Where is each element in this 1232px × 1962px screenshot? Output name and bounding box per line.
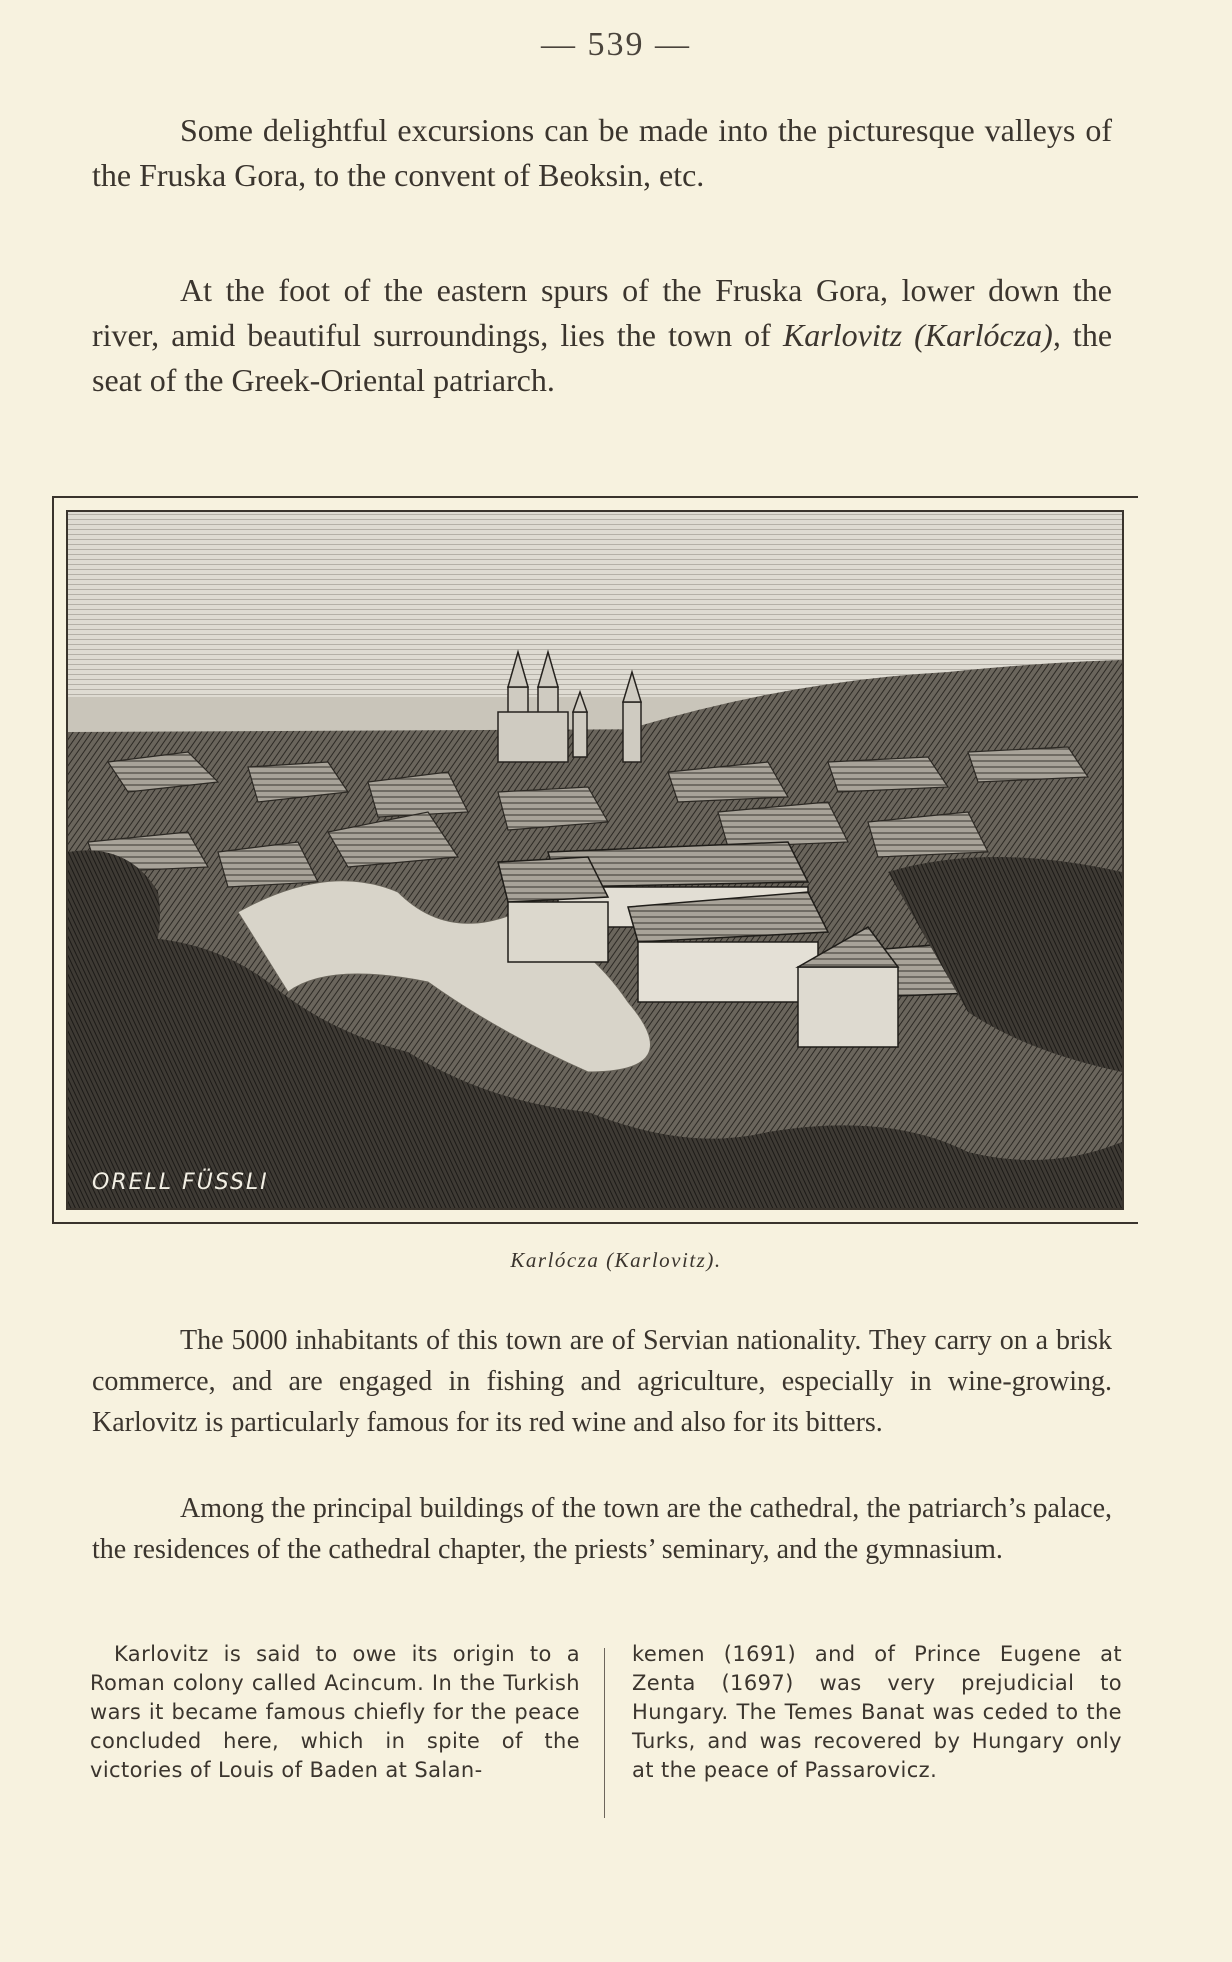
paragraph-buildings [92,1488,1112,1570]
paragraph-location-text-b: the seat of the Greek-Oriental patriarch. [92,317,1113,398]
footnote-right-text: kemen (1691) and of Prince Eugene at Zenta (1697) was very prejudicial to Hungary. The Temes Banat was ceded to the Turks, and was recovered by Hungary only at the peace of Passarovicz. [632,1642,1122,1782]
footnote-left-text: Karlovitz is said to owe its origin to a Roman colony called Acincum. In the Turkish wars it became famous chiefly for the peace concluded here, which in spite of the victories of Louis of Baden at Salan- [90,1642,580,1782]
page-number: — 539 — [541,26,691,63]
engraver-signature: ORELL FÜSSLI [92,1170,269,1195]
paragraph-excursions-text: Some delightful excursions can be made into the picturesque valleys of the Fruska Gora, to the convent of Beoksin, etc. [92,112,1112,193]
paragraph-location-text-a: At the foot of the eastern spurs of the Fruska Gora, lower down the river, amid beautiful surroundings, lies the town of [92,272,1112,353]
engraving-karlovitz [66,510,1124,1210]
paragraph-karlovitz-location [92,268,1112,403]
engraving-illustration [68,512,1122,1208]
footnote-left-column [90,1640,580,1785]
paragraph-excursions [92,108,1112,198]
paragraph-inhabitants [92,1320,1112,1443]
paragraph-buildings-text: Among the principal buildings of the town are the cathedral, the patriarch’s palace, the residences of the cathedral chapter, the priests’ seminary, and the gymnasium. [92,1493,1112,1565]
footnote-right-column [632,1640,1122,1785]
column-divider [604,1648,605,1818]
town-name-italic: Karlovitz (Karlócza), [782,317,1061,353]
paragraph-inhabitants-text: The 5000 inhabitants of this town are of Servian nationality. They carry on a brisk commerce, and are engaged in fishing and agriculture, especially in wine-growing. Karlovitz is particularly famous for its red wine and also for its bitters. [92,1325,1112,1438]
figure-caption: Karlócza (Karlovitz). [510,1248,722,1272]
